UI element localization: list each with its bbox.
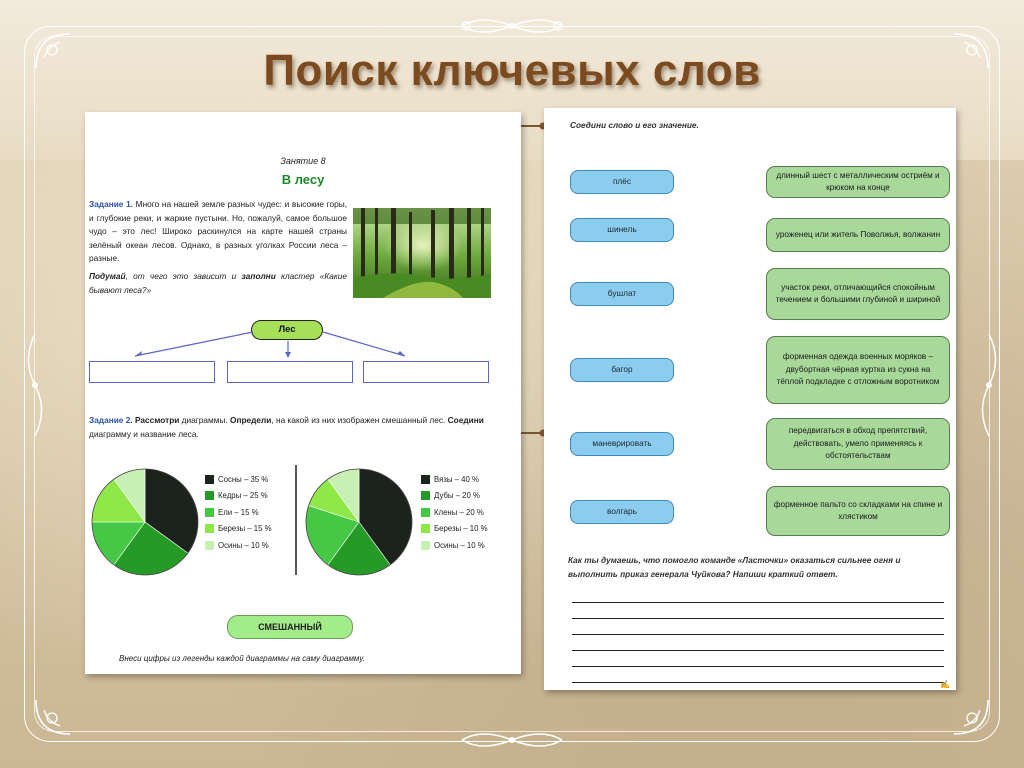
legend-label: Ели – 15 % [218,507,259,517]
cluster-answer-box-2[interactable] [227,361,353,383]
pie-chart-2-wrap [303,466,415,583]
mixed-forest-button[interactable]: СМЕШАННЫЙ [227,615,353,639]
legend-label: Кедры – 25 % [218,491,268,501]
word-volgar[interactable]: волгарь [570,500,674,524]
legend-item-Клены [421,504,488,521]
cluster-answer-box-1[interactable] [89,361,215,383]
cluster-center-les: Лес [251,320,323,340]
legend-item-Осины [205,537,272,554]
answer-line-4[interactable] [572,650,944,651]
definition-1[interactable]: длинный шест с металлическим остриём и крюком на конце [766,166,950,198]
legend-swatch [421,508,430,517]
legend-item-Кедры [205,488,272,505]
definition-4[interactable]: форменная одежда военных моряков – двубортная чёрная куртка из сукна на тёплой подкладке с отложным воротником [766,336,950,404]
legend-item-Березы [205,521,272,538]
legend-label: Клены – 20 % [434,507,484,517]
word-ples[interactable]: плёс [570,170,674,194]
open-question: Как ты думаешь, что помогло команде «Ласточки» оказаться сильнее огня и выполнить приказ генерала Чуйкова? Напиши краткий ответ. [568,555,901,579]
lesson-number: Занятие 8 [280,156,326,166]
worksheet-right-page [544,108,956,690]
legend-label: Вязы – 40 % [434,474,479,484]
task-1-body: Много на нашей земле разных чудес: и высокие горы, и глубокие реки, и жаркие пустыни. Но, пожалуй, самое большое чудо – это лес! Широко раскинулся на карте нашей страны зелёный океан лесов. Однако, в разных уголках России леса – разные. [89,199,348,264]
legend-item-Березы [421,521,488,538]
definition-6[interactable]: форменное пальто со складками на спине и хлястиком [766,486,950,536]
word-manevrirovat[interactable]: маневрировать [570,432,674,456]
legend-label: Осины – 10 % [218,540,269,550]
answer-line-6[interactable] [572,682,944,683]
word-bagor[interactable]: багор [570,358,674,382]
cluster-arrows [85,112,521,372]
bottom-right-corner-ornament [944,690,994,740]
lesson-heading: В лесу [281,172,325,187]
answer-line-1[interactable] [572,602,944,603]
bottom-flourish-ornament [452,726,572,754]
legend-label: Дубы – 20 % [434,491,480,501]
legend-swatch [205,524,214,533]
right-side-flourish [972,330,1006,440]
legend-swatch [205,508,214,517]
answer-line-5[interactable] [572,666,944,667]
word-bushlat[interactable]: бушлат [570,282,674,306]
pencil-icon: ✍ [940,680,950,689]
pie-chart-1[interactable] [89,466,201,578]
pie-chart-1-legend [205,471,272,554]
legend-swatch [421,475,430,484]
legend-swatch [421,491,430,500]
task-1-label: Задание 1. [89,199,133,209]
legend-label: Сосны – 35 % [218,474,269,484]
legend-swatch [205,541,214,550]
definition-3[interactable]: участок реки, отличающийся спокойным течением и большими глубиной и шириной [766,268,950,320]
top-flourish-ornament [452,12,572,40]
legend-item-Осины [421,537,488,554]
worksheet-left-page [85,112,521,674]
legend-item-Сосны [205,471,272,488]
legend-swatch [421,541,430,550]
legend-label: Березы – 15 % [218,524,272,534]
legend-swatch [205,491,214,500]
slide-title: Поиск ключевых слов [263,46,761,95]
word-shinel[interactable]: шинель [570,218,674,242]
pie-chart-1-wrap [89,466,201,583]
definition-2[interactable]: уроженец или житель Поволжья, волжанин [766,218,950,252]
legend-swatch [421,524,430,533]
chart-divider [295,465,297,575]
cluster-answer-box-3[interactable] [363,361,489,383]
pie-chart-2[interactable] [303,466,415,578]
legend-label: Осины – 10 % [434,540,485,550]
answer-line-2[interactable] [572,618,944,619]
bottom-left-corner-ornament [30,690,80,740]
legend-item-Дубы [421,488,488,505]
pie-chart-2-legend [421,471,488,554]
legend-item-Вязы [421,471,488,488]
left-side-flourish [18,330,52,440]
task-1-instruction: Подумай, от чего это зависит и заполни кластер «Какие бывают леса?» [89,270,348,295]
answer-line-3[interactable] [572,634,944,635]
task-footer-instruction: Внеси цифры из легенды каждой диаграммы на саму диаграмму. [119,654,366,663]
definition-5[interactable]: передвигаться в обход препятствий, действовать, умело применяясь к обстоятельствам [766,418,950,470]
task-2-label: Задание 2. [89,415,133,425]
legend-label: Березы – 10 % [434,524,488,534]
legend-item-Ели [205,504,272,521]
legend-swatch [205,475,214,484]
match-task-heading: Соедини слово и его значение. [570,120,699,130]
task-2-text: Задание 2. Рассмотри диаграммы. Определи, на какой из них изображен смешанный лес. Соедини диаграмму и название леса. [89,415,484,439]
